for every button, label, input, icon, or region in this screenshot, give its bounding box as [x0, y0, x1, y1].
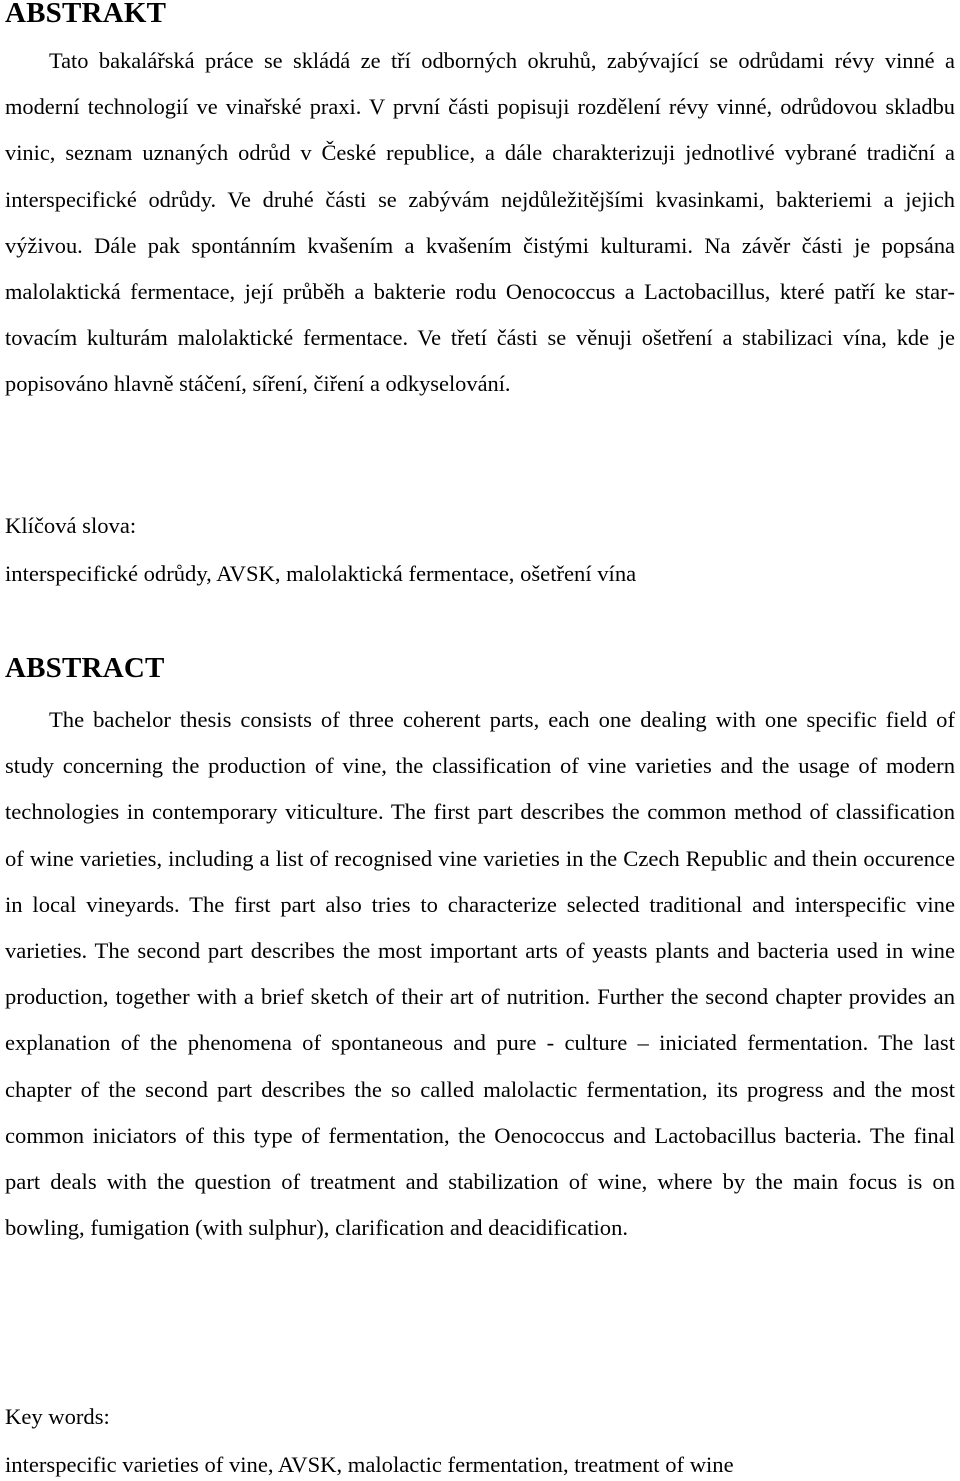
english-keywords-text: interspecific varieties of vine, AVSK, malolactic fermentation, treatment of wine — [5, 1452, 734, 1477]
english-abstract-heading: ABSTRACT — [5, 652, 165, 684]
english-abstract-paragraph: The bachelor thesis consists of three coherent parts, each one dealing with one specific field of study concerning the production of vine, the classification of vine varieties and the usage of modern technologies in contemporary viticulture. The first part describes the common method of classification of wine varieties, including a list of recognised vine varieties in the Czech Republic and thein occurence in local vineyards. The first part also tries to characterize selected traditional and interspecific vine varieties. The second part describes the most important arts of yeasts plants and bacteria used in wine production, together with a brief sketch of their art of nutrition. Further the second chapter provides an explanation of the phenomena of spontaneous and pure - culture – iniciated fermentation. The last chapter of the second part describes the so called malolactic fermentation, its progress and the most common iniciators of this type of fermentation, the Oenococcus and Lactobacillus bacteria. The final part deals with the question of treatment and stabilization of wine, where by the main focus is on bowling, fumigation (with sulphur), clarification and deacidification. — [5, 707, 955, 1241]
english-keywords-label: Key words: — [5, 1404, 110, 1429]
czech-abstract-heading: ABSTRAKT — [5, 0, 167, 29]
czech-keywords-text: interspecifické odrůdy, AVSK, malolaktická fermentace, ošetření vína — [5, 561, 637, 586]
czech-abstract-paragraph: Tato bakalářská práce se skládá ze tří odborných okruhů, zabývající se odrůdami révy vinné a moderní technologií ve vinařské praxi. V první části popisuji rozdělení révy vinné, odrůdovou skladbu vinic, seznam uznaných odrůd v České republice, a dále charakterizuji jednotlivé vybrané tradiční a interspecifické odrůdy. Ve druhé části se zabývám nejdůležitějšími kvasinkami, bakteriemi a jejich výživou. Dále pak spontánním kvašením a kvašením čistými kulturami. Na závěr části je popsána malolaktická fermentace, její průběh a bakterie rodu Oenococcus a Lactobacillus, které patří ke startovacím kulturám malolaktické fermentace. Ve třetí části se věnuji ošetření a stabilizaci vína, kde je popisováno hlavně stáčení, síření, čiření a odkyselování. — [5, 48, 955, 397]
czech-keywords-label: Klíčová slova: — [5, 513, 137, 538]
